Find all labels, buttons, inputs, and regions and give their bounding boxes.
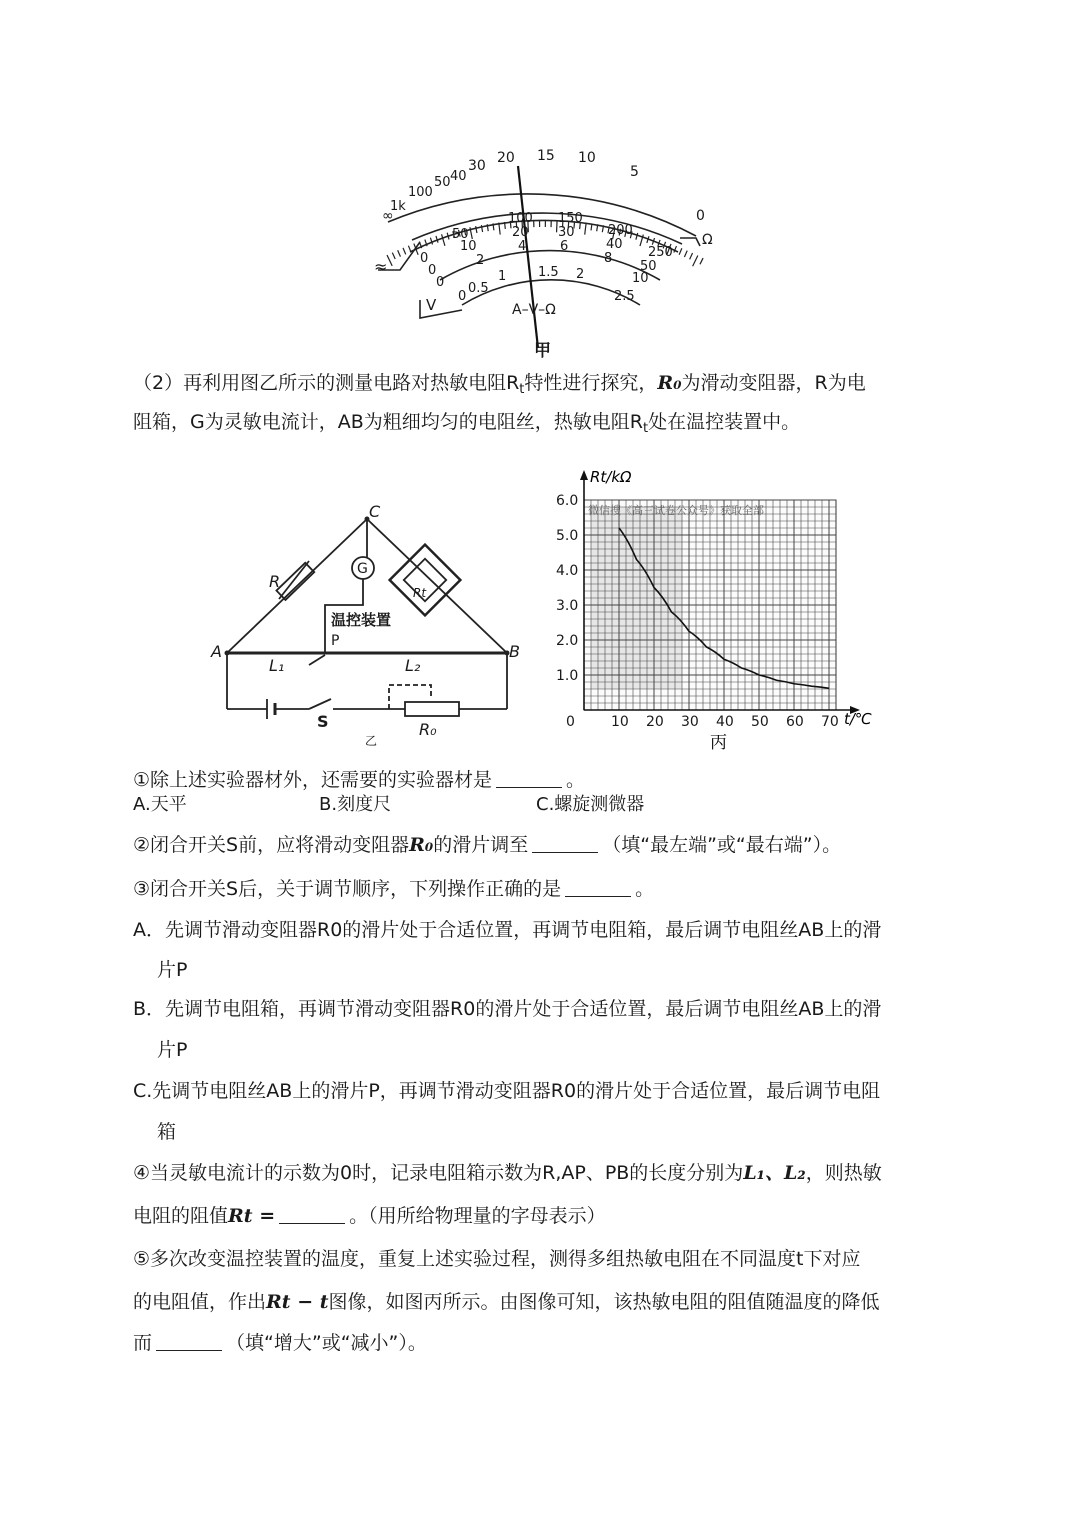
chart-x-tick-label: 20 <box>646 714 664 730</box>
label-b: B <box>509 642 520 661</box>
question-4-line1 <box>133 1160 882 1186</box>
s250-150: 150 <box>558 211 583 226</box>
pointer-label: A–V–Ω <box>512 302 556 318</box>
s50-10: 10 <box>460 239 477 254</box>
s50-0: 0 <box>428 263 437 278</box>
s50-40: 40 <box>606 237 623 252</box>
chart-y-tick-label: 1.0 <box>556 668 579 684</box>
dial-tick <box>387 255 392 266</box>
s25-15: 1.5 <box>538 265 559 280</box>
q3-option-c-line2[interactable]: 箱 <box>157 1121 177 1143</box>
s50-20: 20 <box>512 225 529 240</box>
s50-50: 50 <box>640 259 657 274</box>
ohm-label-20: 20 <box>497 150 515 166</box>
label-s: S <box>317 712 329 731</box>
dial-tick <box>557 220 558 232</box>
q1-option-c[interactable]: C.螺旋测微器 <box>536 794 645 815</box>
q4-end: ，则热敏 <box>805 1162 882 1184</box>
q5-line2: 的电阻值，作出 <box>133 1291 267 1313</box>
figure-caption-jia: 甲 <box>534 341 551 361</box>
wire-c-b <box>367 519 507 653</box>
chart-y-tick-label: 3.0 <box>556 598 579 614</box>
label-temperature-box: 温控装置 <box>331 611 392 629</box>
question-3 <box>133 876 654 902</box>
intro-line-2: 阻箱，G为灵敏电流计，AB为粗细均匀的电阻丝，热敏电阻$R_t$处在温控装置中。 <box>133 411 801 436</box>
question-4-line2 <box>133 1203 606 1229</box>
intro-text-2: 阻箱，G为灵敏电流计，AB为粗细均匀的电阻丝，热敏电阻R <box>133 411 643 433</box>
chart-y-tick-label: 6.0 <box>556 493 579 509</box>
rheostat-r0 <box>405 702 459 716</box>
question-5-line3 <box>133 1330 427 1356</box>
label-c: C <box>369 505 381 521</box>
q5-line3: 而 <box>133 1332 153 1354</box>
dial-tick <box>690 253 693 259</box>
q1-text: ①除上述实验器材外，还需要的实验器材是 <box>133 769 493 791</box>
ohm-label-50: 50 <box>434 175 451 190</box>
ohm-label-1k: 1k <box>390 199 406 214</box>
q1-answer-blank[interactable] <box>496 769 562 788</box>
ohm-label-inf: ∞ <box>382 208 394 224</box>
chart-x-tick-label: 30 <box>681 714 699 730</box>
s250-0: 0 <box>420 251 429 266</box>
dial-tick <box>684 251 687 257</box>
dial-tick <box>442 234 445 246</box>
ohm-label-40: 40 <box>450 169 467 184</box>
s10-0: 0 <box>436 275 445 290</box>
q3-text: ③闭合开关S后，关于调节顺序，下列操作正确的是 <box>133 878 562 900</box>
s10-6: 6 <box>560 239 569 254</box>
s10-10: 10 <box>632 271 649 286</box>
q3-end: 。 <box>635 878 655 900</box>
chart-y-arrow <box>580 470 588 480</box>
intro-line-1: （2）再利用图乙所示的测量电路对热敏电阻$R_t$特性进行探究，R₀为滑动变阻器，R为电 <box>133 372 866 397</box>
chart-x-tick-label: 10 <box>611 714 629 730</box>
bridge-circuit-figure <box>205 505 525 750</box>
s250-50: 50 <box>452 227 469 242</box>
intro-text-2-end: 处在温控装置中。 <box>648 411 801 433</box>
s50-30: 30 <box>558 225 575 240</box>
slider-p <box>309 655 325 665</box>
dial-tick <box>700 258 703 264</box>
ohm-unit: Ω <box>702 232 713 248</box>
ohm-label-100: 100 <box>408 185 433 200</box>
dial-tick <box>392 253 395 259</box>
q1-option-b[interactable]: B.刻度尺 <box>319 794 392 815</box>
q2-mid: 的滑片调至 <box>433 834 529 856</box>
question-5-line2 <box>133 1289 880 1315</box>
chart-watermark: 微信搜《高三试卷公众号》获取全部 <box>588 504 764 517</box>
s250-200: 200 <box>608 223 633 238</box>
ohm-label-30: 30 <box>468 158 486 174</box>
q1-end: 。 <box>566 769 586 791</box>
chart-x-tick-label: 0 <box>566 714 575 730</box>
dial-tick <box>636 233 638 240</box>
s10-8: 8 <box>604 251 613 266</box>
chart-x-tick-label: 40 <box>716 714 734 730</box>
q5-line2-end: 图像，如图丙所示。由图像可知，该热敏电阻的阻值随温度的降低 <box>328 1291 880 1313</box>
ohm-label-15: 15 <box>537 148 555 164</box>
r0-symbol: R₀ <box>657 372 682 394</box>
s25-0: 0 <box>458 289 467 304</box>
dial-tick <box>585 223 586 235</box>
label-l1: L₁ <box>269 656 285 675</box>
ac-mark: ≈ <box>374 257 388 276</box>
q3-answer-blank[interactable] <box>565 878 631 897</box>
q3-option-a-line1[interactable]: A．先调节滑动变阻器R0的滑片处于合适位置，再调节电阻箱，最后调节电阻丝AB上的滑 <box>133 919 882 941</box>
dial-tick <box>403 248 406 254</box>
q4-vars: L₁、L₂ <box>743 1162 806 1184</box>
figure-caption-bing: 丙 <box>710 733 727 753</box>
chart-y-tick-label: 2.0 <box>556 633 579 649</box>
switch-s <box>309 699 331 709</box>
s250-250: 250 <box>648 245 673 260</box>
q2-text: ②闭合开关S前，应将滑动变阻器 <box>133 834 410 856</box>
chart-x-tick-label: 70 <box>821 714 839 730</box>
q2-answer-blank[interactable] <box>532 834 598 853</box>
right-bracket <box>680 238 700 246</box>
label-l2: L₂ <box>405 656 421 675</box>
ohm-label-0: 0 <box>696 208 705 224</box>
q5-line3-end: （填“增大”或“减小”）。 <box>226 1332 427 1354</box>
q3-option-b-line1[interactable]: B．先调节电阻箱，再调节滑动变阻器R0的滑片处于合适位置，最后调节电阻丝AB上的滑 <box>133 998 882 1020</box>
chart-y-tick-label: 4.0 <box>556 563 579 579</box>
chart-y-label: Rt/kΩ <box>590 468 632 486</box>
q4-answer-blank[interactable] <box>279 1205 345 1224</box>
chart-x-tick-label: 60 <box>786 714 804 730</box>
rt-t-chart <box>548 462 888 754</box>
chart-x-label: t/℃ <box>844 710 872 728</box>
q4-line2-end: 。（用所给物理量的字母表示） <box>349 1205 606 1227</box>
temperature-chamber <box>390 545 461 616</box>
dc-volt-mark: V <box>426 296 437 314</box>
s250-100: 100 <box>508 211 533 226</box>
label-rt: Rt <box>413 586 427 600</box>
intro-text-1: （2）再利用图乙所示的测量电路对热敏电阻R <box>133 372 520 394</box>
chart-y-tick-label: 5.0 <box>556 528 579 544</box>
chart-x-tick-label: 50 <box>751 714 769 730</box>
ohm-label-5: 5 <box>630 164 639 180</box>
q5-answer-blank[interactable] <box>156 1332 222 1351</box>
s25-2: 2 <box>576 267 585 282</box>
rheostat-tap <box>389 685 431 709</box>
q1-options <box>133 790 893 816</box>
s25-05: 0.5 <box>468 281 489 296</box>
dial-tick <box>693 255 698 266</box>
s25-25: 2.5 <box>614 289 635 304</box>
s10-2: 2 <box>476 253 485 268</box>
q3-option-b-line2[interactable]: 片P <box>157 1039 188 1061</box>
figure-caption-yi: 乙 <box>365 734 378 748</box>
ohm-scale-arc <box>388 194 696 236</box>
dial-tick <box>499 223 500 235</box>
label-r0: R₀ <box>419 720 437 739</box>
q4-rt: Rt = <box>228 1205 276 1227</box>
multimeter-dial-figure <box>360 140 740 365</box>
question-2 <box>133 832 841 858</box>
q3-option-a-line2[interactable]: 片P <box>157 959 188 981</box>
dial-tick <box>505 222 506 229</box>
q4-text: ④当灵敏电流计的示数为0时，记录电阻箱示数为R,AP、PB的长度分别为 <box>133 1162 744 1184</box>
label-r: R <box>269 572 281 591</box>
intro-text-1-mid: 特性进行探究， <box>524 372 658 394</box>
q4-line2: 电阻的阻值 <box>133 1205 229 1227</box>
s10-4: 4 <box>518 239 527 254</box>
q5-expr: Rt − t <box>266 1291 329 1313</box>
intro-text-1-end: 为滑动变阻器，R为电 <box>681 372 866 394</box>
q2-end: （填“最左端”或“最右端”）。 <box>602 834 842 856</box>
ohm-label-10: 10 <box>578 150 596 166</box>
s25-1: 1 <box>498 269 507 284</box>
dial-tick <box>398 250 401 256</box>
label-a: A <box>211 642 222 661</box>
q3-option-c-line1[interactable]: C.先调节电阻丝AB上的滑片P，再调节滑动变阻器R0的滑片处于合适位置，最后调节电阻 <box>133 1080 881 1102</box>
label-p: P <box>331 633 340 649</box>
q1-option-a[interactable]: A.天平 <box>133 794 187 815</box>
wire-a-c <box>227 519 367 653</box>
label-g: G <box>357 561 368 577</box>
dial-tick <box>679 248 682 254</box>
dc-scale-arc <box>410 220 678 252</box>
dial-tick <box>408 246 411 253</box>
question-5-line1: ⑤多次改变温控装置的温度，重复上述实验过程，测得多组热敏电阻在不同温度t下对应 <box>133 1248 861 1270</box>
q2-r0: R₀ <box>409 834 434 856</box>
